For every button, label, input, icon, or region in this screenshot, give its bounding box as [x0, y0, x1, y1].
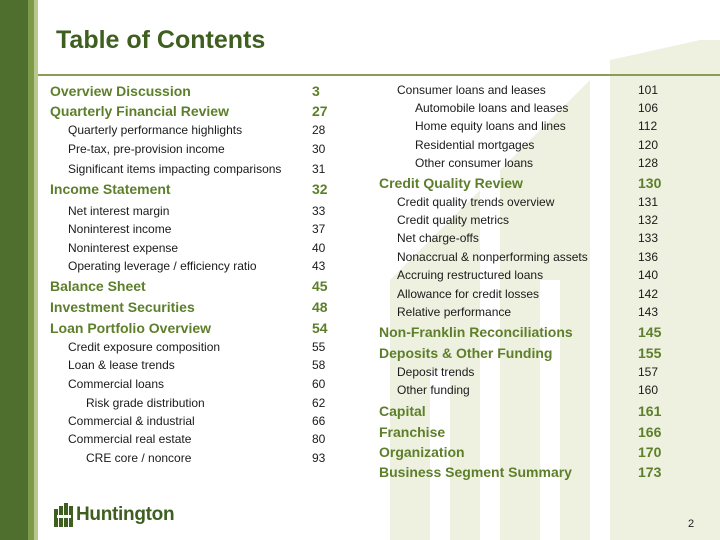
toc-entry-label: Home equity loans and lines — [415, 119, 566, 133]
toc-entry-label: Balance Sheet — [50, 278, 146, 294]
toc-entry-label: Noninterest income — [68, 222, 172, 236]
toc-entry-label: Deposits & Other Funding — [379, 345, 553, 361]
toc-entry-page: 170 — [638, 444, 662, 460]
toc-entry-label: Allowance for credit losses — [397, 287, 540, 301]
toc-entry-page: 143 — [638, 305, 659, 319]
page-number: 2 — [688, 518, 695, 530]
toc-entry-label: Significant items impacting comparisons — [68, 162, 282, 176]
toc-entry-label: Credit Quality Review — [379, 175, 523, 191]
left-stripe-dark — [0, 0, 28, 540]
toc-entry-page: 133 — [638, 231, 659, 245]
toc-entry-page: 40 — [312, 241, 326, 255]
toc-entry-label: Deposit trends — [397, 365, 475, 379]
toc-entry-page: 37 — [312, 222, 326, 236]
toc-entry-page: 173 — [638, 464, 662, 480]
toc-entry-label: Automobile loans and leases — [415, 101, 569, 115]
toc-entry-label: Consumer loans and leases — [397, 83, 546, 97]
toc-entry-page: 93 — [312, 451, 326, 465]
toc-entry-label: Accruing restructured loans — [397, 268, 544, 282]
toc-entry-page: 3 — [312, 83, 320, 99]
toc-entry-label: Commercial & industrial — [68, 414, 195, 428]
toc-entry-page: 62 — [312, 396, 326, 410]
toc-entry-label: Noninterest expense — [68, 241, 179, 255]
toc-entry-label: Other consumer loans — [415, 156, 534, 170]
toc-entry-label: Net charge-offs — [397, 231, 479, 245]
toc-entry-page: 145 — [638, 324, 662, 340]
page-title: Table of Contents — [56, 26, 266, 54]
toc-entry-page: 131 — [638, 195, 659, 209]
toc-entry-page: 155 — [638, 345, 662, 361]
toc-entry-page: 161 — [638, 403, 662, 419]
toc-entry-page: 157 — [638, 365, 659, 379]
toc-entry-label: Other funding — [397, 383, 470, 397]
toc-entry-label: Capital — [379, 403, 426, 419]
title-divider — [38, 74, 720, 76]
toc-entry-page: 27 — [312, 103, 328, 119]
toc-entry-label: Organization — [379, 444, 465, 460]
toc-entry-page: 166 — [638, 424, 662, 440]
toc-entry-label: Credit exposure composition — [68, 340, 221, 354]
toc-entry-page: 28 — [312, 123, 326, 137]
toc-entry-page: 58 — [312, 358, 326, 372]
toc-entry-page: 55 — [312, 340, 326, 354]
toc-entry-page: 33 — [312, 204, 326, 218]
toc-entry-page: 112 — [638, 119, 658, 133]
toc-entry-page: 30 — [312, 142, 326, 156]
toc-entry-label: Franchise — [379, 424, 446, 440]
toc-entry-page: 136 — [638, 250, 659, 264]
toc-entry-label: Nonaccrual & nonperforming assets — [397, 250, 588, 264]
toc-entry-page: 106 — [638, 101, 659, 115]
toc-entry-page: 142 — [638, 287, 659, 301]
toc-entry-label: Investment Securities — [50, 299, 195, 315]
toc-entry-page: 43 — [312, 259, 326, 273]
toc-entry-page: 32 — [312, 181, 328, 197]
toc-entry-page: 140 — [638, 268, 659, 282]
toc-entry-label: Net interest margin — [68, 204, 170, 218]
toc-entry-label: Loan & lease trends — [68, 358, 175, 372]
toc-entry-label: Risk grade distribution — [86, 396, 205, 410]
toc-entry-page: 48 — [312, 299, 328, 315]
toc-entry-page: 54 — [312, 320, 328, 336]
left-stripe-light — [34, 0, 38, 540]
huntington-logo-icon — [54, 503, 74, 527]
toc-entry-page: 160 — [638, 383, 659, 397]
toc-entry-page: 128 — [638, 156, 659, 170]
toc-entry-label: Credit quality metrics — [397, 213, 510, 227]
toc-entry-label: Income Statement — [50, 181, 171, 197]
toc-entry-page: 120 — [638, 138, 659, 152]
toc-entry-label: Quarterly performance highlights — [68, 123, 243, 137]
toc-entry-label: Relative performance — [397, 305, 512, 319]
brand-name: Huntington — [76, 504, 175, 525]
toc-entry-page: 45 — [312, 278, 328, 294]
toc-entry-page: 101 — [638, 83, 659, 97]
toc-entry-label: Residential mortgages — [415, 138, 535, 152]
toc-entry-page: 60 — [312, 377, 326, 391]
toc-entry-label: Loan Portfolio Overview — [50, 320, 212, 336]
toc-entry-label: Business Segment Summary — [379, 464, 572, 480]
toc-entry-page: 130 — [638, 175, 662, 191]
toc-entry-label: Pre-tax, pre-provision income — [68, 142, 225, 156]
toc-entry-label: Non-Franklin Reconciliations — [379, 324, 573, 340]
toc-entry-page: 66 — [312, 414, 326, 428]
toc-entry-label: Operating leverage / efficiency ratio — [68, 259, 257, 273]
toc-entry-label: Overview Discussion — [50, 83, 191, 99]
toc-entry-label: Credit quality trends overview — [397, 195, 555, 209]
toc-entry-page: 31 — [312, 162, 326, 176]
toc-entry-page: 132 — [638, 213, 659, 227]
toc-entry-label: Commercial real estate — [68, 432, 192, 446]
toc-entry-label: Quarterly Financial Review — [50, 103, 229, 119]
toc-entry-page: 80 — [312, 432, 326, 446]
toc-entry-label: Commercial loans — [68, 377, 165, 391]
toc-entry-label: CRE core / noncore — [86, 451, 192, 465]
